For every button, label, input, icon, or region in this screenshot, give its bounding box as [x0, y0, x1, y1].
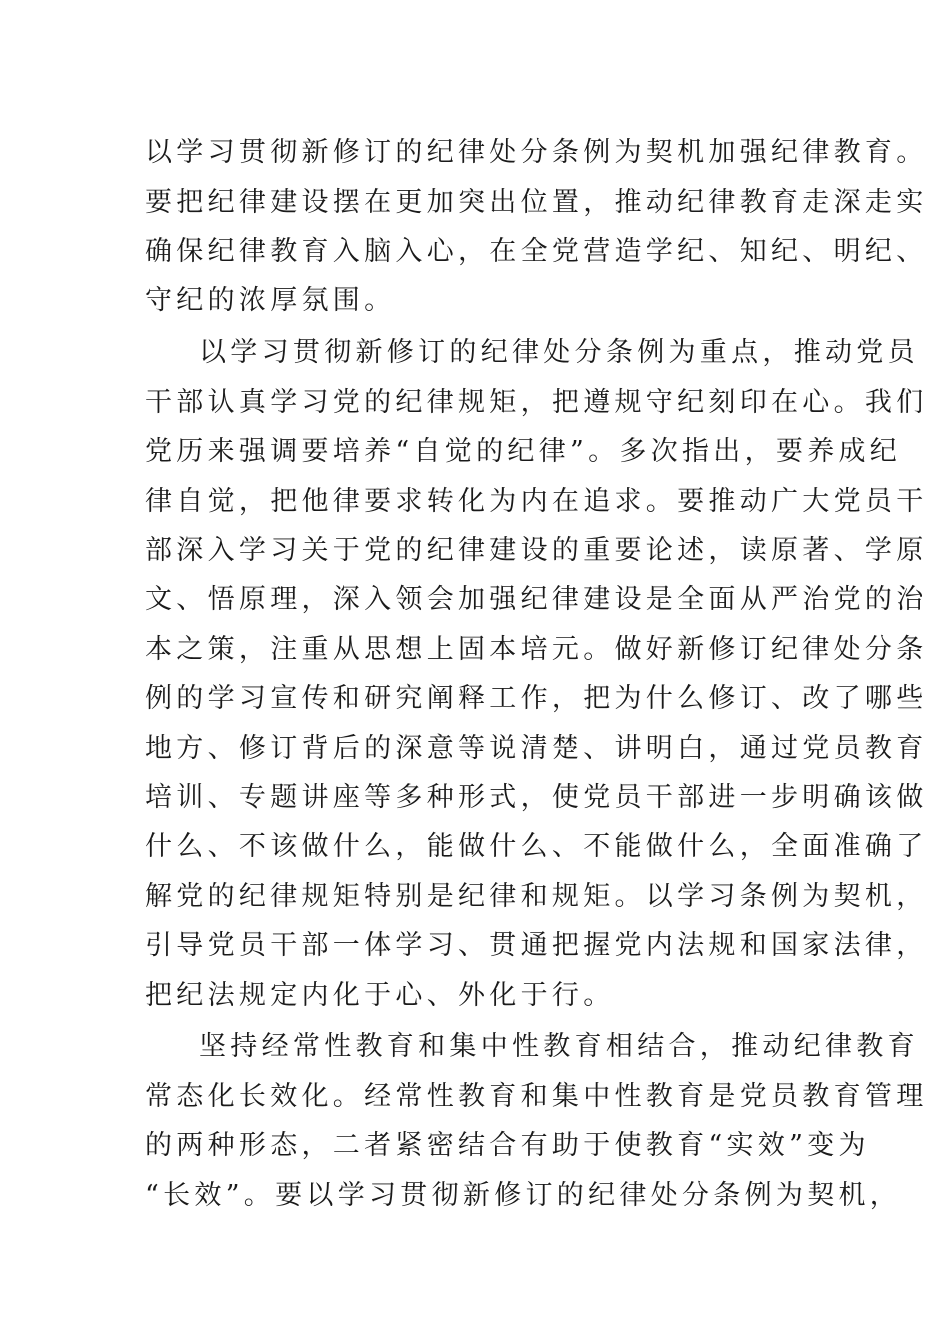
- text-line: 部深入学习关于党的纪律建设的重要论述，读原著、学原: [145, 535, 928, 566]
- paragraph-first-line: 坚持经常性教育和集中性教育相结合，推动纪律教育: [199, 1031, 919, 1062]
- text-line: 的两种形态，二者紧密结合有助于使教育“实效”变为: [145, 1130, 870, 1161]
- paragraph-first-line: 以学习贯彻新修订的纪律处分条例为重点，推动党员: [199, 337, 919, 368]
- text-line: 律自觉，把他律要求转化为内在追求。要推动广大党员干: [145, 486, 928, 517]
- text-line: 干部认真学习党的纪律规矩，把遵规守纪刻印在心。我们: [145, 387, 928, 418]
- text-line: 解党的纪律规矩特别是纪律和规矩。以学习条例为契机，: [145, 881, 928, 912]
- text-line: 守纪的浓厚氛围。: [145, 285, 396, 316]
- text-line: 引导党员干部一体学习、贯通把握党内法规和国家法律，: [145, 930, 928, 961]
- text-line: 本之策，注重从思想上固本培元。做好新修订纪律处分条: [145, 634, 928, 665]
- text-line: 地方、修订背后的深意等说清楚、讲明白，通过党员教育: [145, 733, 928, 764]
- text-line: 什么、不该做什么，能做什么、不能做什么，全面准确了: [145, 831, 928, 862]
- text-line: 确保纪律教育入脑入心，在全党营造学纪、知纪、明纪、: [145, 236, 928, 267]
- text-line: 以学习贯彻新修订的纪律处分条例为契机加强纪律教育。: [145, 137, 928, 168]
- text-line: 常态化长效化。经常性教育和集中性教育是党员教育管理: [145, 1081, 928, 1112]
- text-line: “长效”。要以学习贯彻新修订的纪律处分条例为契机，: [145, 1180, 902, 1211]
- text-line: 培训、专题讲座等多种形式，使党员干部进一步明确该做: [145, 782, 928, 813]
- text-line: 把纪法规定内化于心、外化于行。: [145, 980, 615, 1011]
- text-line: 党历来强调要培养“自觉的纪律”。多次指出，要养成纪: [145, 436, 902, 467]
- text-line: 例的学习宣传和研究阐释工作，把为什么修订、改了哪些: [145, 683, 928, 714]
- text-line: 要把纪律建设摆在更加突出位置，推动纪律教育走深走实: [145, 187, 928, 218]
- text-line: 文、悟原理，深入领会加强纪律建设是全面从严治党的治: [145, 584, 928, 615]
